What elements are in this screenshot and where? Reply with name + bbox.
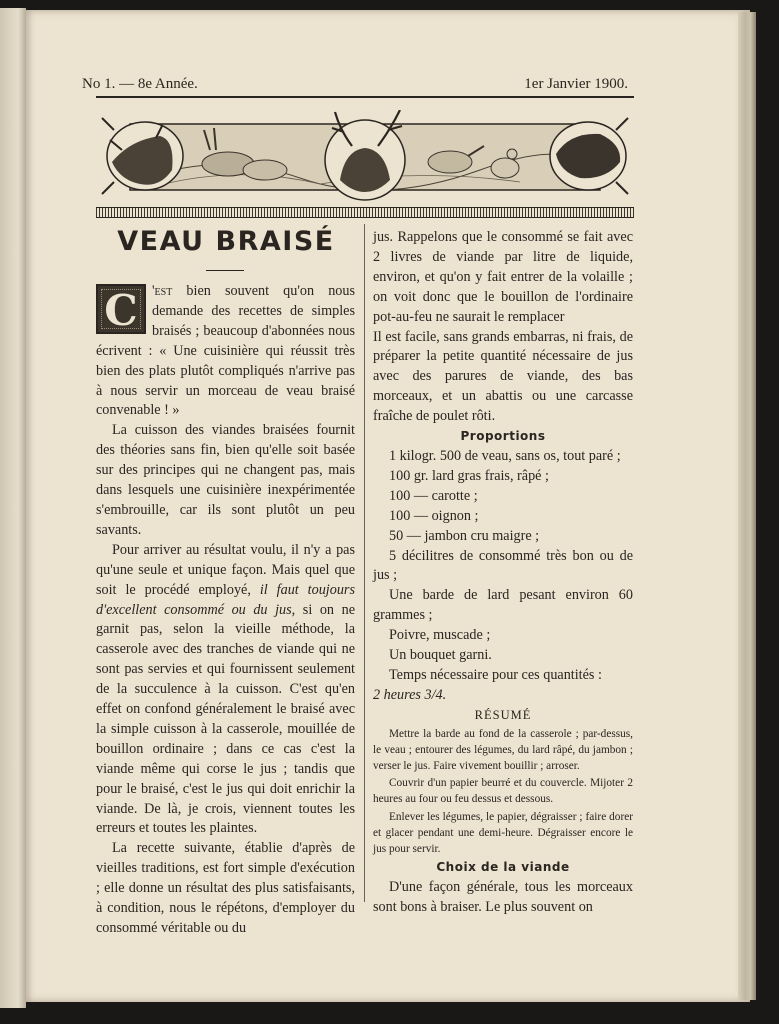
title-underline — [206, 270, 244, 271]
resume-step: Mettre la barde au fond de la casserole ; par-dessus, le veau ; entourer des légumes, du lard râpé, du jambon ; verser le jus. Faire vivement bouillir ; arroser. — [373, 727, 633, 773]
game-animals-banner — [100, 110, 630, 202]
paragraph-braising-theory: La cuisson des viandes braisées fournit des théories sans fin, bien qu'elle soit basée sur des principes qui ne changent pas, mais dans lesquels une cuisinière inexpérimentée s'embrouille, car ils sont plutôt un peu savants. — [96, 422, 355, 538]
right-column — [373, 228, 633, 918]
ingredient-line: Un bouquet garni. — [389, 647, 492, 664]
issue-date: 1er Janvier 1900. — [524, 76, 628, 92]
running-header — [82, 66, 628, 90]
resume-heading: RÉSUMÉ — [474, 707, 532, 722]
paragraph-jus: Il est facile, sans grands embarras, ni frais, de préparer la petite quantité nécessaire de jus avec des parures de viande, des bas morceaux, et un abattis ou une carcasse fraîche de poulet rôti. — [373, 328, 633, 425]
method-text-end: si on ne garnit pas, selon la vieille méthode, la casserole avec des tranches de viande qui ne sont pas servies et qui fournissent seulement de la succulence à la cuisson. C'est qu'en effet on confond généralement le braisé avec la simple cuisson à la casserole, mouillée de bouillon ordinaire ; dans ce cas c'est la viande même qui corse le jus ; tandis que pour le braisé, c'est le jus qui doit enrichir la viande. De là, je crois, viennent toutes les erreurs et toutes les plaintes. — [96, 601, 355, 837]
intro-text: bien souvent qu'on nous demande des recettes de simples braisés ; beaucoup d'abonnées nous écrivent : « Une cuisinière qui réussit très bien des plats plutôt compliqués n'arrive pas à nous servir un morceau de veau braisé convenable ! » — [96, 283, 355, 419]
page-stack-edge — [738, 12, 756, 1000]
ingredient-line: 5 décilitres de consommé très bon ou de jus ; — [373, 547, 633, 584]
time-value: 2 heures 3/4. — [373, 686, 447, 703]
lead-small-caps: 'est — [152, 283, 173, 299]
choix-paragraph: D'une façon générale, tous les morceaux sont bons à braiser. Le plus souvent on — [373, 879, 633, 916]
ingredient-line: 100 — oignon ; — [389, 507, 479, 524]
ingredient-line: Une barde de lard pesant environ 60 grammes ; — [373, 587, 633, 624]
method-emphasis: il faut toujours d'excellent consommé ou du jus, — [96, 581, 355, 618]
resume-step: Enlever les légumes, le papier, dégraisser ; faire dorer et glacer pendant une demi-heure. Dégraisser encore le jus pour servir. — [373, 810, 633, 856]
choix-heading: Choix de la viande — [436, 860, 570, 875]
ingredient-line: 100 gr. lard gras frais, râpé ; — [389, 467, 549, 484]
header-rule — [96, 96, 634, 98]
ingredient-line: 1 kilogr. 500 de veau, sans os, tout paré ; — [389, 447, 621, 464]
resume-step: Couvrir d'un papier beurré et du couvercle. Mijoter 2 heures au four ou feu dessus et dessous. — [373, 777, 633, 806]
boar-head-right-icon — [550, 122, 626, 190]
intro-paragraph — [96, 282, 355, 421]
ingredient-line: 100 — carotte ; — [389, 487, 478, 504]
paragraph-recipe-intro: La recette suivante, établie d'après de vieilles traditions, est fort simple d'exécution ; elle donne un résultat des plus satisfaisants, à condition, nous le répétons, d'employer du consommé véritable ou du — [96, 840, 355, 936]
boar-head-left-icon — [107, 122, 183, 190]
ornamental-rule — [96, 207, 634, 218]
issue-number: No 1. — 8e Année. — [82, 76, 198, 92]
facing-page-edge — [0, 8, 26, 1008]
paragraph-method — [96, 541, 355, 840]
paragraph-consomme: jus. Rappelons que le consommé se fait avec 2 livres de viande par litre de liquide, environ, et qu'on y fait entrer de la volaille ; on voit donc que le bouillon de l'ordinaire pot-au-feu ne saurait le remplacer — [373, 229, 633, 325]
method-text-start: Pour arriver au résultat voulu, il n'y a pas qu'une seule et unique façon. Mais quel que soit le procédé employé, — [96, 541, 355, 598]
ingredient-line: 50 — jambon cru maigre ; — [389, 527, 540, 544]
proportions-heading: Proportions — [460, 429, 546, 444]
article-title: VEAU BRAISÉ — [117, 226, 335, 257]
time-label: Temps nécessaire pour ces quantités : — [389, 666, 602, 683]
ingredient-line: Poivre, muscade ; — [389, 627, 491, 644]
drop-cap-letter: C — [96, 284, 146, 334]
left-column — [96, 282, 355, 939]
resume-block — [373, 726, 633, 858]
column-divider — [364, 224, 365, 902]
